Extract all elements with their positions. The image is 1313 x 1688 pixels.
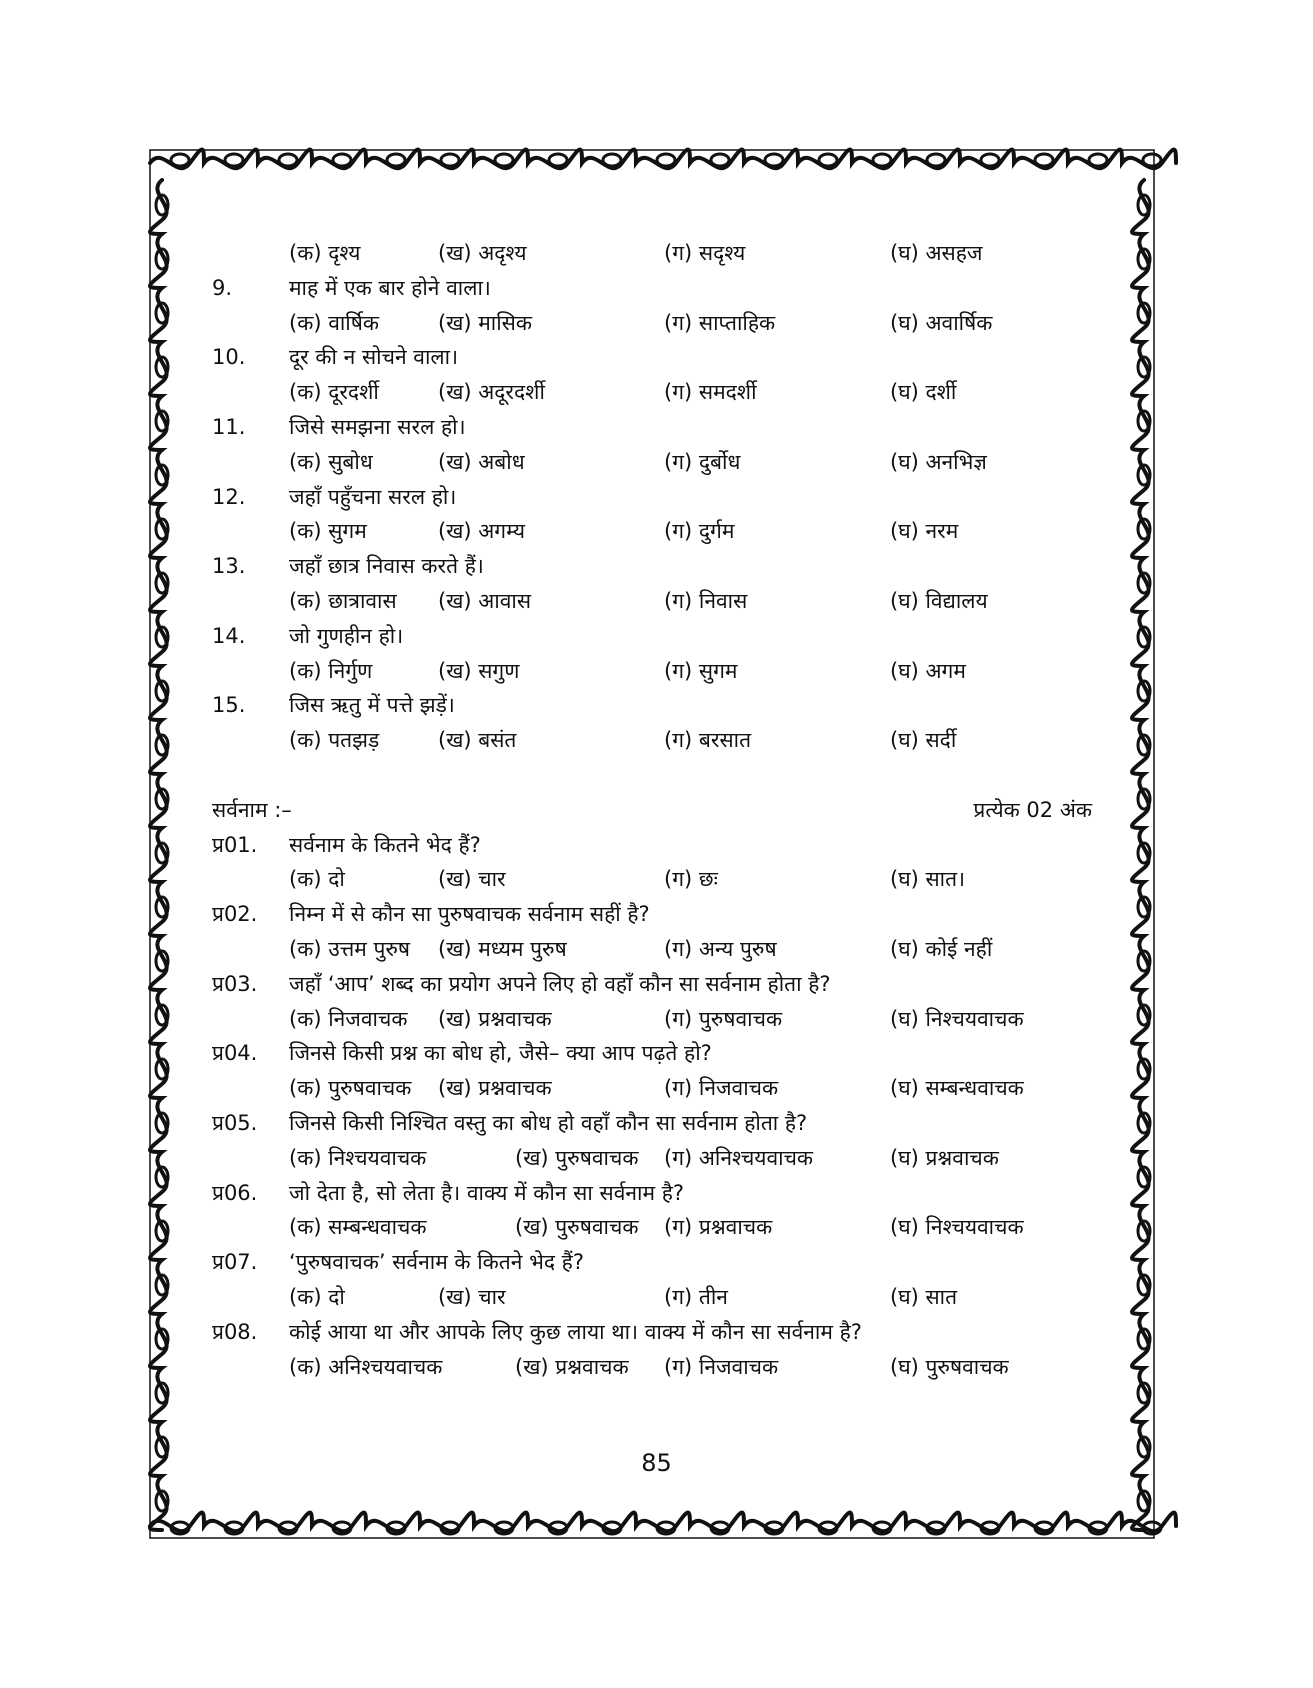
option-row [212,862,1092,897]
option: (ग) बरसात [664,728,752,753]
option-row [212,514,1092,549]
option: (घ) नरम [890,519,959,544]
question-text: जहाँ छात्र निवास करते हैं। [289,554,484,579]
option: (ख) पुरुषवाचक [515,1145,639,1170]
border-ornament [981,154,999,166]
option: (क) वार्षिक [289,310,380,335]
question-row [212,340,1092,375]
option: (क) निर्गुण [289,658,373,683]
option: (घ) प्रश्नवाचक [890,1145,999,1170]
option-row [212,445,1092,480]
question-number: प्र05. [212,1110,258,1135]
question-number: प्र01. [212,832,258,857]
option: (क) निश्चयवाचक [289,1145,427,1170]
question-row [212,1036,1092,1071]
question-row [212,1176,1092,1211]
section-title: सर्वनाम :– [212,797,292,822]
section-marks: प्रत्येक 02 अंक [973,797,1092,822]
option: (ख) मासिक [438,310,532,335]
option: (ग) समदर्शी [664,380,757,405]
question-number: प्र08. [212,1319,258,1344]
option: (ख) अगम्य [438,519,526,544]
option: (ग) अनिश्चयवाचक [664,1145,814,1170]
option: (ख) आवास [438,588,532,613]
option-row [212,236,1092,271]
option: (क) दो [289,1284,345,1309]
option: (क) सुगम [289,519,367,544]
border-ornament [1143,154,1161,166]
question-text: ‘पुरुषवाचक’ सर्वनाम के कितने भेद हैं? [289,1250,584,1275]
page-number: 85 [641,1449,672,1477]
border-ornament [495,154,513,166]
question-text: जो देता है, सो लेता है। वाक्य में कौन सा सर्वनाम है? [289,1180,684,1205]
question-row [212,480,1092,515]
option: (ख) प्रश्नवाचक [438,1076,552,1101]
option: (ग) निजवाचक [664,1354,779,1379]
option: (ग) सुगम [664,658,738,683]
border-ornament [1132,180,1149,1530]
option-row [212,1141,1092,1176]
option: (क) सुबोध [289,449,373,474]
option: (घ) अवार्षिक [890,310,993,335]
option-row [212,1210,1092,1245]
option: (ग) निवास [664,588,748,613]
question-text: सर्वनाम के कितने भेद हैं? [289,832,481,857]
question-number: प्र07. [212,1250,258,1275]
question-row [212,1315,1092,1350]
option-row [212,723,1092,758]
option-row [212,584,1092,619]
section-heading [212,793,1092,828]
option: (ख) पुरुषवाचक [515,1215,639,1240]
option: (क) पुरुषवाचक [289,1076,412,1101]
question-number: प्र04. [212,1041,258,1066]
option: (ग) छः [664,867,718,892]
option: (घ) अनभिज्ञ [890,449,987,474]
option: (क) दृश्य [289,241,361,265]
question-text: जो गुणहीन हो। [289,623,404,648]
option-row [212,375,1092,410]
option: (ग) साप्ताहिक [664,310,776,335]
question-text: निम्न में से कौन सा पुरुषवाचक सर्वनाम सहीं है? [289,902,650,927]
question-text: जहाँ ‘आप’ शब्द का प्रयोग अपने लिए हो वहाँ कौन सा सर्वनाम होता है? [289,971,831,996]
question-row [212,410,1092,445]
question-row [212,967,1092,1002]
option-row [212,1071,1092,1106]
option: (घ) सात [890,1284,958,1309]
question-number: 12. [212,484,246,509]
option: (ग) पुरुषवाचक [664,1006,783,1031]
border-ornament [225,154,243,166]
question-number: प्र03. [212,971,258,996]
question-text: जिनसे किसी निश्चित वस्तु का बोध हो वहाँ कौन सा सर्वनाम होता है? [289,1110,808,1135]
option: (घ) पुरुषवाचक [890,1354,1009,1379]
option: (घ) निश्चयवाचक [890,1215,1024,1240]
question-row [212,271,1092,306]
question-row [212,828,1092,863]
option: (घ) दर्शी [890,380,957,405]
option: (ग) निजवाचक [664,1076,779,1101]
question-text: जहाँ पहुँचना सरल हो। [289,484,457,509]
border-ornament [873,154,891,166]
border-ornament [927,154,945,166]
border-ornament [1089,154,1107,166]
blank-line [212,758,1092,793]
option: (क) पतझड़ [289,728,380,753]
border-ornament [657,154,675,166]
question-number: 11. [212,414,246,439]
option: (ग) दुर्गम [664,519,735,544]
option-row [212,932,1092,967]
question-text: कोई आया था और आपके लिए कुछ लाया था। वाक्य में कौन सा सर्वनाम है? [289,1319,862,1344]
option: (ख) चार [438,1284,506,1309]
option: (ग) तीन [664,1284,728,1309]
option: (क) सम्बन्धवाचक [289,1215,427,1240]
option: (घ) असहज [890,241,983,265]
question-number: प्र06. [212,1180,258,1205]
question-number: 10. [212,345,246,370]
question-number: 9. [212,275,233,300]
question-text: जिसे समझना सरल हो। [289,414,466,439]
option: (घ) कोई नहीं [890,936,993,961]
border-ornament [150,180,167,1530]
option: (क) छात्रावास [289,588,397,613]
question-number: 13. [212,554,246,579]
option: (घ) सात। [890,867,966,892]
option: (क) निजवाचक [289,1006,408,1031]
question-text: जिनसे किसी प्रश्न का बोध हो, जैसे– क्या आप पढ़ते हो? [289,1041,712,1066]
option: (ख) अबोध [438,449,525,474]
border-ornament [279,154,297,166]
option: (ख) अदृश्य [438,241,527,265]
page-content [212,236,1092,1384]
option: (ग) दुर्बोध [664,449,741,474]
option: (क) दूरदर्शी [289,380,379,405]
option: (ग) प्रश्नवाचक [664,1215,773,1240]
border-ornament [603,154,621,166]
option: (ख) बसंत [438,728,517,753]
option-row [212,306,1092,341]
question-row [212,1106,1092,1141]
question-row [212,619,1092,654]
border-ornament [171,154,189,166]
question-number: 15. [212,693,246,718]
border-ornament [387,154,405,166]
option-row [212,654,1092,689]
question-row [212,1245,1092,1280]
question-row [212,897,1092,932]
question-text: माह में एक बार होने वाला। [289,275,491,300]
option: (ग) अन्य पुरुष [664,936,777,961]
option: (क) अनिश्चयवाचक [289,1354,443,1379]
option: (ख) अदूरदर्शी [438,380,545,405]
option-row [212,1350,1092,1385]
question-row [212,688,1092,723]
option: (घ) सम्बन्धवाचक [890,1076,1024,1101]
option: (ख) प्रश्नवाचक [515,1354,629,1379]
option: (क) दो [289,867,345,892]
option: (ग) सदृश्य [664,241,746,265]
border-ornament [819,154,837,166]
option: (क) उत्तम पुरुष [289,936,411,961]
option-row [212,1280,1092,1315]
question-number: प्र02. [212,902,258,927]
option: (घ) निश्चयवाचक [890,1006,1024,1031]
question-text: दूर की न सोचने वाला। [289,345,459,370]
border-ornament [441,154,459,166]
option: (घ) सर्दी [890,728,957,753]
border-ornament [549,154,567,166]
border-ornament [1035,154,1053,166]
option-row [212,1002,1092,1037]
question-text: जिस ऋतु में पत्ते झड़ें। [289,693,455,718]
option: (घ) अगम [890,658,966,683]
border-ornament [765,154,783,166]
option: (घ) विद्यालय [890,588,988,613]
option: (ख) प्रश्नवाचक [438,1006,552,1031]
border-ornament [711,154,729,166]
question-row [212,549,1092,584]
option: (ख) चार [438,867,506,892]
border-ornament [333,154,351,166]
question-number: 14. [212,623,246,648]
option: (ख) मध्यम पुरुष [438,936,567,961]
option: (ख) सगुण [438,658,520,683]
